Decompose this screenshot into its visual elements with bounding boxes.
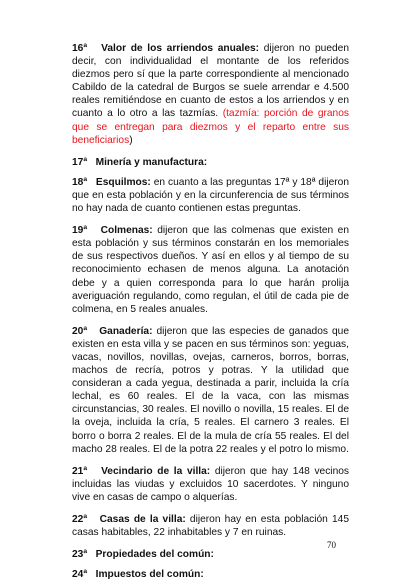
section-21-text: dijeron que hay 148 vecinos incluidas las viudas y excluidos 10 sacerdotes. Y ninguno vive en casas de campo o alquerías.: [72, 465, 349, 503]
section-17: [59, 156, 349, 169]
section-24-number: 24ª: [72, 569, 88, 581]
section-22-text: dijeron hay en esta población 145 casas habitables, 22 inhabitables y 7 en ruinas.: [72, 514, 349, 539]
section-22-title: Casas de la villa:: [99, 514, 186, 525]
section-16-note: (tazmía: porción de granos que se entregan para diezmos y el reparto entre sus beneficiarios: [72, 108, 349, 146]
section-20: [59, 325, 349, 456]
section-23-title: Propiedades del común:: [95, 549, 214, 561]
section-16-number: 16ª: [72, 43, 88, 54]
section-18: [59, 176, 349, 215]
section-18-title: Esquilmos:: [95, 176, 151, 188]
section-16-text: dijeron no pueden decir, con individualidad el montante de los referidos diezmos pero sí que la parte correspondiente al mencionado Cabildo de la catedral de Burgos se suele arrendar e 4.500 reales remitiéndose en cuanto de estos a los arriendos y en cuanto a lo otro a las tazmías.: [72, 43, 350, 120]
section-21-title: Vecindario de la villa:: [101, 465, 211, 477]
section-19: [59, 224, 349, 316]
section-18-number: 18ª: [72, 176, 88, 188]
section-24-title: Impuestos del común:: [95, 569, 204, 581]
section-17-title: Minería y manufactura:: [95, 156, 208, 168]
section-19-number: 19ª: [72, 225, 88, 237]
section-23-number: 23ª: [72, 549, 88, 561]
section-17-number: 17ª: [72, 156, 88, 168]
document-body: [59, 42, 349, 588]
section-23: [59, 548, 349, 561]
section-16-title: Valor de los arriendos anuales:: [101, 43, 260, 54]
section-16: [59, 42, 349, 147]
section-20-title: Ganadería:: [99, 325, 153, 337]
section-22: [59, 513, 349, 539]
section-18-text: en cuanto a las preguntas 17ª y 18ª dijeron que en esta población y en la circunferencia de sus términos no hay nada de cuanto contienen estas preguntas.: [72, 176, 349, 215]
section-21-number: 21ª: [72, 465, 88, 477]
section-22-number: 22ª: [72, 514, 88, 525]
section-16-close: ): [129, 134, 133, 146]
section-20-text: dijeron que las especies de ganados que existen en esta villa y se pacen en sus términos son: yeguas, vacas, novillos, novillas, ovejas, carneros, borros, borras, machos de recría, potros y potras. Y la utilidad que consideran a cada yegua, destinada a parir, incluida la cría lechal, es 60 reales. El de la vaca, con las mismas circunstancias, 30 reales. El novillo o novilla, 15 reales. El de la oveja, incluida la cría, 5 reales. El carnero 3 reales. El borro o borra 2 reales. El de la mula de cría 55 reales. El del macho 28 reales. El de la potra 22 reales y el potro lo mismo.: [72, 325, 349, 455]
section-19-text: dijeron que las colmenas que existen en esta población y sus términos constarán en los memoriales de sus respectivos dueños. Y así en ellos y al tiempo de su reconocimiento echasen de menos alguna. La anotación debe y a quien corresponda para lo que harán prolija averiguación regulando, como regulan, el útil de cada pie de colmena, en 5 reales anuales.: [72, 225, 349, 315]
section-19-title: Colmenas:: [100, 225, 153, 237]
page-number: 70: [327, 540, 336, 550]
section-24: [59, 568, 349, 581]
section-20-number: 20ª: [72, 325, 88, 337]
section-21: [59, 465, 349, 504]
